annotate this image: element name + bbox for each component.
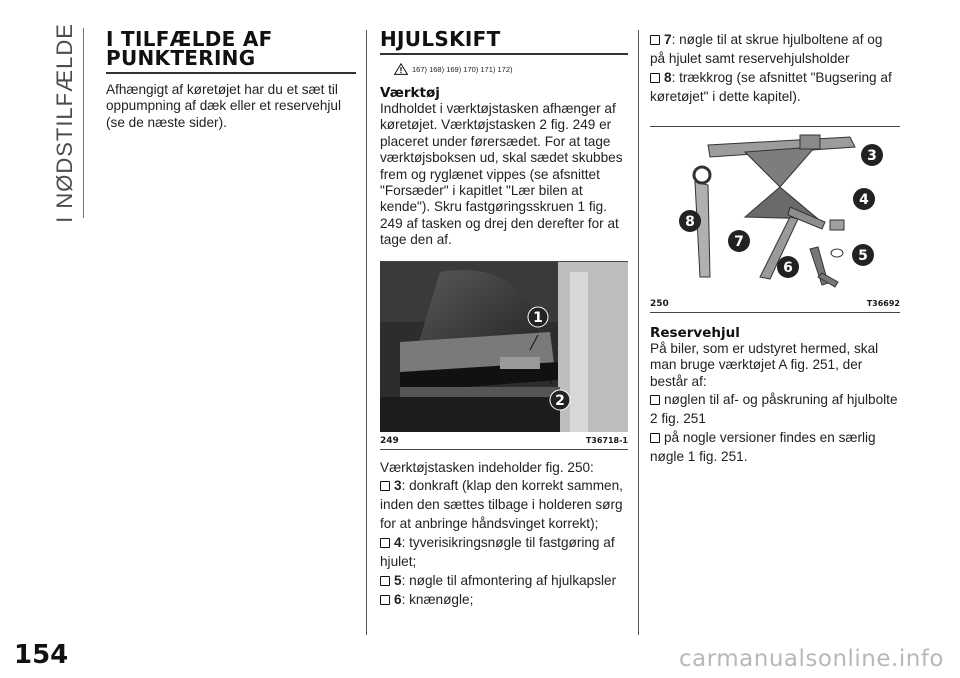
tool-list-continued	[650, 30, 900, 106]
column-2	[380, 27, 628, 609]
list-intro: Værktøjstasken indeholder fig. 250:	[380, 459, 594, 475]
figure-caption	[380, 432, 628, 450]
bullet-icon	[650, 433, 660, 443]
figure-249	[380, 261, 628, 450]
column-3	[650, 30, 900, 466]
reference-list: 167) 168) 169) 170) 171) 172)	[412, 64, 513, 74]
watermark: carmanualsonline.info	[678, 646, 944, 672]
body-text: Afhængigt af køretøjet har du et sæt til oppumpning af dæk eller et reservehjul (se de næste sider).	[106, 82, 342, 130]
figure-caption	[650, 295, 900, 313]
figure-code: T36692	[866, 299, 900, 308]
list-item: 4: tyverisikringsnøgle til fastgøring af hjulet;	[380, 535, 615, 570]
callout-6: 6	[783, 260, 793, 276]
bullet-icon	[380, 595, 390, 605]
section-heading: HJULSKIFT	[380, 27, 501, 51]
bullet-icon	[650, 35, 660, 45]
figure-number: 249	[380, 435, 399, 446]
chapter-side-tab	[52, 23, 78, 223]
callout-7: 7	[734, 234, 744, 250]
list-item: 3: donkraft (klap den korrekt sammen, inden den sættes tilbage i holderen sørg for at anbringe håndsvinget korrekt);	[380, 478, 623, 532]
bullet-icon	[380, 576, 390, 586]
subheading: Værktøj	[380, 85, 440, 101]
column-1	[106, 27, 356, 131]
bullet-icon	[650, 395, 660, 405]
heading-rule	[106, 72, 356, 74]
callout-4: 4	[859, 192, 869, 208]
list-item: nøglen til af- og påskruning af hjulbolte 2 fig. 251	[650, 392, 898, 427]
list-item: 6: knænøgle;	[380, 590, 628, 609]
list-item: 7: nøgle til at skrue hjulboltene af og på hjulet samt reservehjulsholder	[650, 32, 883, 66]
bullet-icon	[380, 538, 390, 548]
list-item: på nogle versioner findes en særlig nøgle 1 fig. 251.	[650, 430, 876, 465]
bullet-icon	[650, 73, 660, 83]
heading-rule	[380, 53, 628, 55]
bullet-icon	[380, 481, 390, 491]
page-number: 154	[14, 640, 69, 670]
list-item: 5: nøgle til afmontering af hjulkapsler	[380, 571, 628, 590]
chapter-title: I NØDSTILFÆLDE	[52, 23, 77, 223]
callout-1: 1	[533, 309, 543, 326]
figure-code: T36718-1	[585, 435, 628, 445]
spare-tool-list	[650, 390, 900, 466]
figure-250	[650, 126, 900, 313]
column-divider	[638, 30, 639, 635]
callout-2: 2	[555, 392, 565, 409]
subheading: Reservehjul	[650, 325, 740, 341]
side-divider	[83, 28, 84, 218]
callout-5: 5	[858, 248, 868, 264]
body-text: Indholdet i værktøjstasken afhænger af køretøjet. Værktøjstasken 2 fig. 249 er placeret under førersædet. For at tage værktøjsboksen ud, skal sædet skubbes frem og ryglænet vippes (se afsnittet "Forsæder" i kapitlet "Lær bilen at kende"). Skru fastgøringsskruen 1 fig. 249 af tasken og drej den derefter for at tage den af.	[380, 101, 623, 248]
seat-photo	[380, 262, 628, 432]
tools-illustration	[650, 127, 900, 295]
callout-8: 8	[685, 214, 695, 230]
column-divider	[366, 30, 367, 635]
warning-triangle-icon	[394, 63, 408, 75]
body-text: På biler, som er udstyret hermed, skal man bruge værktøjet A fig. 251, der består af:	[650, 341, 879, 389]
callout-3: 3	[867, 148, 877, 164]
figure-number: 250	[650, 299, 669, 309]
warning-references	[394, 63, 628, 75]
section-heading: I TILFÆLDE AF PUNKTERING	[106, 27, 273, 70]
tool-list	[380, 476, 628, 609]
list-item: 8: trækkrog (se afsnittet "Bugsering af køretøjet" i dette kapitel).	[650, 70, 892, 104]
